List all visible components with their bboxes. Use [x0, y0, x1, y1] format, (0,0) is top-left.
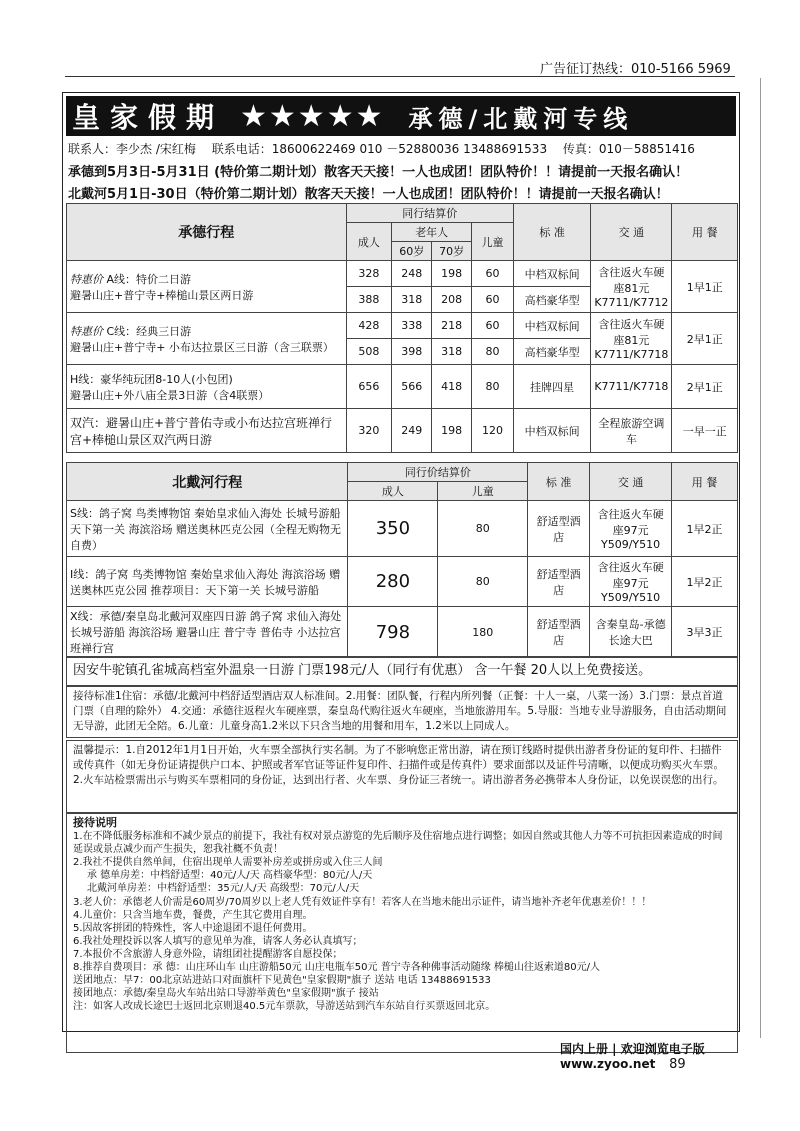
standard-cell: 高档豪华型	[513, 287, 590, 313]
standard-cell: 挂牌四星	[513, 365, 590, 409]
header-standard: 标 准	[513, 204, 590, 261]
page-footer	[560, 1040, 800, 1072]
price-cell: 388	[346, 287, 392, 313]
contact-phone: 联系电话：18600622469 010 －52880036 13488691533	[211, 142, 548, 156]
price-cell: 80	[438, 501, 528, 557]
standard-cell: 中档双标间	[513, 313, 590, 339]
transport-cell: 含往返火车硬座81元 K7711/K7718	[591, 313, 672, 365]
price-cell: 338	[392, 313, 432, 339]
meal-cell: 1早2正	[672, 501, 738, 557]
explanation-item: 3.老人价：承德老人价需是60周岁/70周岁以上老人凭有效证件享有！若客人在当地未能出示证件，请当地补齐老年优惠差价！！！	[73, 896, 652, 908]
meal-cell: 1早1正	[672, 261, 738, 313]
explanation-item: 5.因故客拼团的特殊性，客人中途退团不退任何费用。	[73, 922, 313, 934]
price-cell: 350	[348, 501, 438, 557]
explanation-item: 8.推荐自费项目：承 德：山庄环山车 山庄游船50元 山庄电瓶车50元 普宁寺各种佛事活动随缘 棒槌山往返索道80元/人	[73, 962, 600, 974]
reception-explanations	[66, 813, 738, 1053]
notice-beidaihe: 北戴河5月1日-30日（特价第二期计划）散客天天接！一人也成团！团队特价！！请提前一天报名确认！	[68, 187, 669, 202]
meal-cell: 1早2正	[672, 557, 738, 607]
price-cell: 566	[392, 365, 432, 409]
price-cell: 428	[346, 313, 392, 339]
explanation-item: 注：如客人改成长途巴士返回北京则退40.5元车票款，导游送站到汽车东站自行买票返回北京。	[73, 1001, 496, 1013]
bdh-header-route: 北戴河行程	[67, 463, 348, 501]
standard-cell: 高档豪华型	[513, 339, 590, 365]
price-cell: 398	[392, 339, 432, 365]
chengde-price-table	[66, 203, 738, 453]
brand-title: 皇家假期	[72, 101, 225, 134]
hot-spring-daytrip: 因安牛驼镇孔雀城高档室外温泉一日游 门票198元/人（同行有优惠） 含一午餐 20人以上免费接送。	[66, 656, 738, 686]
price-cell: 280	[348, 557, 438, 607]
meal-cell: 2早1正	[672, 365, 738, 409]
right-edge-line	[760, 78, 761, 1038]
route-a: 特惠价 A线：特价二日游 避暑山庄+普宁寺+棒槌山景区两日游	[67, 261, 347, 313]
explanations-title: 接待说明	[73, 816, 117, 829]
route-h: H线：豪华纯玩团8-10人(小包团) 避暑山庄+外八庙全景3日游（含4联票）	[67, 365, 347, 409]
special-badge: 特惠价	[70, 324, 103, 338]
explanation-item: 7.本报价不含旅游人身意外险，请组团社提醒游客自愿投保；	[73, 948, 343, 960]
price-cell: 120	[472, 409, 514, 453]
explanation-item: 2.我社不提供自然单间，住宿出现单人需要补房差或拼房或入住三人间	[73, 857, 383, 869]
price-cell: 198	[432, 409, 472, 453]
title-bar	[66, 96, 736, 136]
footer-text: 国内上册 | 欢迎浏览电子版 www.zyoo.net	[560, 1042, 705, 1071]
route-s: S线：鸽子窝 鸟类博物馆 秦始皇求仙入海处 长城号游船 天下第一关 海滨浴场 赠送奥林匹克公园（全程无购物无自费）	[67, 501, 348, 557]
header-meal: 用 餐	[672, 204, 738, 261]
explanation-item: 送团地点：早7：00北京站进站口对面旗杆下见黄色"皇家假期"旗子 送站 电话 13488691533	[73, 975, 491, 987]
price-cell: 60	[472, 313, 514, 339]
standard-cell: 中档双标间	[513, 261, 590, 287]
route-title: 承德/北戴河专线	[408, 104, 634, 133]
header-transport: 交 通	[591, 204, 672, 261]
explanation-item: 4.儿童价：只含当地车费，餐费，产生其它费用自理。	[73, 909, 313, 921]
transport-cell: 含往返火车硬座97元 Y509/Y510	[590, 501, 672, 557]
contact-fax: 传真：010－58851416	[562, 142, 695, 156]
explanation-item: 6.我社处理投诉以客人填写的意见单为准，请客人务必认真填写；	[73, 935, 363, 947]
notice-chengde: 承德到5月3日-5月31日 (特价第二期计划）散客天天接！一人也成团！团队特价！！请提前一天报名确认！	[68, 165, 689, 180]
price-cell: 318	[392, 287, 432, 313]
price-cell: 218	[432, 313, 472, 339]
price-cell: 248	[392, 261, 432, 287]
bdh-header-standard: 标 准	[528, 463, 590, 501]
header-settle: 同行结算价	[346, 204, 513, 223]
price-cell: 198	[432, 261, 472, 287]
price-cell: 318	[432, 339, 472, 365]
price-cell: 320	[346, 409, 392, 453]
header-age60: 60岁	[392, 242, 432, 261]
price-cell: 80	[472, 339, 514, 365]
standard-cell: 舒适型酒店	[528, 607, 590, 658]
route-shuangqi: 双汽：避暑山庄+普宁普佑寺或小布达拉宫班禅行宫+棒槌山景区双汽两日游	[67, 409, 347, 453]
route-i: I线：鸽子窝 鸟类博物馆 秦始皇求仙入海处 海滨浴场 赠送奥林匹克公园 推荐项目：天下第一关 长城号游船	[67, 557, 348, 607]
price-cell: 60	[472, 261, 514, 287]
header-senior: 老年人	[392, 223, 472, 242]
price-cell: 80	[438, 557, 528, 607]
standard-cell: 舒适型酒店	[528, 557, 590, 607]
bdh-header-adult: 成人	[348, 482, 438, 501]
price-cell: 418	[432, 365, 472, 409]
explanation-item: 1.在不降低服务标准和不减少景点的前提下，我社有权对景点游览的先后顺序及住宿地点进行调整；如因自然或其他人力等不可抗拒因素造成的时间延误或景点减少而产生损失，恕我社概不负责！	[73, 831, 723, 856]
transport-cell: 全程旅游空调车	[591, 409, 672, 453]
price-cell: 798	[348, 607, 438, 658]
warm-tips: 温馨提示：1.自2012年1月1日开始，火车票全部执行实名制。为了不影响您正常出游，请在预订线路时提供出游者身份证的复印件、扫描件或传真件（如无身份证请提供户口本、护照或者军官证等证件复印件、扫描件或是传真件）要求面部以及证件号清晰，以便成功购买火车票。2.火车站检票需出示与购买车票相同的身份证，达到出行者、火车票、身份证三者统一。请出游者务必携带本人身份证，以免误误您的出行。	[66, 740, 738, 813]
header-child: 儿童	[472, 223, 514, 261]
star-rating: ★★★★★	[240, 98, 385, 134]
explanation-item: 接团地点：承德/秦皇岛火车站出站口导游举黄色"皇家假期"旗子 接站	[73, 988, 379, 1000]
standard-cell: 舒适型酒店	[528, 501, 590, 557]
header-route: 承德行程	[67, 204, 347, 261]
route-x: X线：承德/秦皇岛北戴河双座四日游 鸽子窝 求仙入海处 长城号游船 海滨浴场 避暑山庄 普宁寺 普佑寺 小达拉宫 班禅行宫	[67, 607, 348, 658]
price-cell: 249	[392, 409, 432, 453]
price-cell: 208	[432, 287, 472, 313]
transport-cell: K7711/K7718	[591, 365, 672, 409]
bdh-header-child: 儿童	[438, 482, 528, 501]
header-adult: 成人	[346, 223, 392, 261]
price-cell: 508	[346, 339, 392, 365]
bdh-header-settle: 同行价结算价	[348, 463, 528, 482]
transport-cell: 含秦皇岛-承德长途大巴	[590, 607, 672, 658]
standard-cell: 中档双标间	[513, 409, 590, 453]
service-standard: 接待标准1住宿：承德/北戴河中档舒适型酒店双人标准间。2.用餐：团队餐，行程内所列餐（正餐：十人一桌，八菜一汤）3.门票：景点首道门票（自理的除外） 4.交通：承德往返程火车硬座票，秦皇岛代购往返火车硬座，当地旅游用车。5.导服：当地专业导游服务，自由活动期间无导游，此团无全陪。6.儿童：儿童身高1.2米以下只含当地的用餐和用车，1.2米以上同成人。	[66, 686, 738, 738]
meal-cell: 一早一正	[672, 409, 738, 453]
price-cell: 60	[472, 287, 514, 313]
page-number: 89	[669, 1057, 686, 1072]
price-cell: 80	[472, 365, 514, 409]
header-age70: 70岁	[432, 242, 472, 261]
price-cell: 656	[346, 365, 392, 409]
price-cell: 180	[438, 607, 528, 658]
beidaihe-price-table	[66, 462, 738, 658]
meal-cell: 2早1正	[672, 313, 738, 365]
top-divider	[65, 76, 735, 77]
ad-hotline: 广告征订热线：010-5166 5969	[540, 62, 731, 77]
contact-line	[68, 140, 707, 157]
special-badge: 特惠价	[70, 272, 103, 286]
bdh-header-transport: 交 通	[590, 463, 672, 501]
bdh-header-meal: 用 餐	[672, 463, 738, 501]
contact-person: 联系人：李少杰 /宋红梅	[68, 142, 196, 156]
transport-cell: 含往返火车硬座97元 Y509/Y510	[590, 557, 672, 607]
price-cell: 328	[346, 261, 392, 287]
meal-cell: 3早3正	[672, 607, 738, 658]
explanation-item: 承 德单房差：中档舒适型：40元/人/天 高档豪华型：80元/人/天	[87, 870, 373, 882]
explanation-item: 北戴河单房差：中档舒适型：35元/人/天 高级型：70元/人/天	[87, 883, 360, 895]
route-c: 特惠价 C线：经典三日游 避暑山庄+普宁寺+ 小布达拉景区三日游（含三联票）	[67, 313, 347, 365]
transport-cell: 含往返火车硬座81元 K7711/K7712	[591, 261, 672, 313]
